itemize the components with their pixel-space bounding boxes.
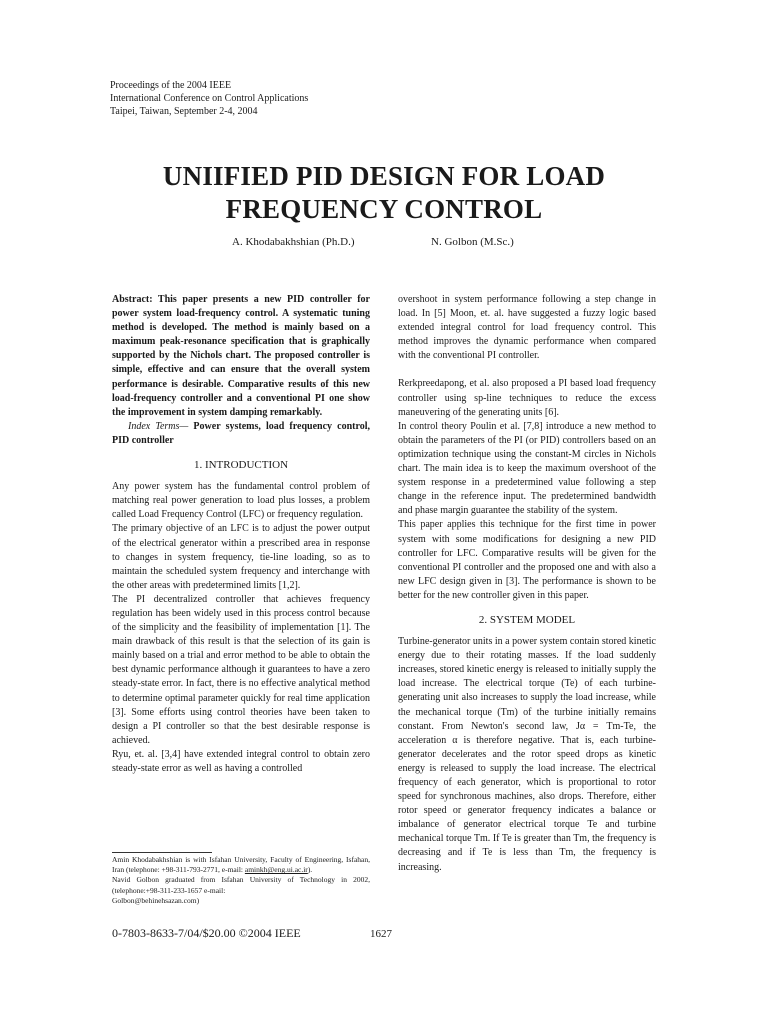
paper-title bbox=[100, 160, 668, 226]
intro-paragraph-1: Any power system has the fundamental control problem of matching real power generation to load plus losses, a problem called Load Frequency Control (LFC) or frequency regulation. bbox=[112, 481, 370, 521]
author-2: N. Golbon (M.Sc.) bbox=[431, 236, 514, 248]
proceedings-line-1: Proceedings of the 2004 IEEE bbox=[110, 80, 232, 91]
intro-paragraph-4: Ryu, et. al. [3,4] have extended integral control to obtain zero steady-state error as well as having a controlled bbox=[112, 748, 370, 774]
system-model-paragraph: Turbine-generator units in a power system contain stored kinetic energy due to their rotating masses. If the load suddenly increases, stored kinetic energy is released to initially supply the load increase. The electrical torque (Te) of each turbine-generating unit also increases to supply the load increase, while the mechanical torque (Tm) of the turbine initially remains constant. From Newton's second law, Jα = Tm-Te, the acceleration α is therefore negative. That is, each turbine-generator decelerates and the rotor speed drops as kinetic energy is released to supply the load increase. The electrical frequency of each generator, which is proportional to rotor speed for synchronous machines, also drops. Therefore, either rotor speed or generator frequency indicates a balance or imbalance of generator electrical torque Te and turbine mechanical torque Tm. If Te is greater than Tm, the frequency is decreasing and if Te is less than Tm, the frequency is increasing. bbox=[398, 636, 656, 873]
author-1: A. Khodabakhshian (Ph.D.) bbox=[232, 236, 355, 248]
proceedings-line-3: Taipei, Taiwan, September 2-4, 2004 bbox=[110, 106, 258, 117]
right-paragraph-2: Rerkpreedapong, et al. also proposed a PI based load frequency controller using sp-line techniques to reduce the excess maneuvering of the generating units [6]. bbox=[398, 378, 656, 418]
footnote-rule bbox=[112, 852, 212, 853]
index-terms bbox=[112, 420, 370, 448]
right-column bbox=[398, 293, 656, 875]
proceedings-line-2: International Conference on Control Applications bbox=[110, 93, 309, 104]
paper-title-line-2: FREQUENCY CONTROL bbox=[225, 194, 543, 224]
index-terms-text: Power systems, load frequency control, PID controller bbox=[112, 420, 371, 446]
section-heading-system-model: 2. SYSTEM MODEL bbox=[478, 613, 576, 626]
page-number: 1627 bbox=[370, 928, 392, 940]
footnote-author-2-text: Navid Golbon graduated from Isfahan University of Technology in 2002, (telephone:+98-311-233-1657 e-mail: bbox=[112, 875, 370, 895]
right-paragraph-4: This paper applies this technique for the first time in power system with some modifications for designing a new PID controller for LFC. Comparative results will be given for the conventional PI controller and the proposed one and with also a new LFC design given in [3]. The performance is shown to be better for the new controller given in this paper. bbox=[398, 519, 656, 601]
footnote-author-2 bbox=[112, 875, 370, 906]
left-column bbox=[112, 293, 370, 776]
section-heading-introduction: 1. INTRODUCTION bbox=[193, 459, 289, 472]
intro-paragraph-2: The primary objective of an LFC is to adjust the power output of the electrical generator within a prescribed area in response to changes in system frequency, tie-line loading, so as to maintain the scheduled system frequency and interchange with the other areas with predetermined limits [1,2]. bbox=[112, 523, 370, 591]
paragraph-gap bbox=[398, 363, 656, 377]
footnote-author-1-text: Amin Khodabakhshian is with Isfahan University, Faculty of Engineering, Isfahan, Iran (telephone: +98-311-793-2771, e-mail: bbox=[112, 855, 370, 875]
footnote-author-2-email[interactable]: Golbon@behinehsazan.com) bbox=[112, 895, 200, 905]
abstract: Abstract: This paper presents a new PID controller for power system load-frequency control. A systematic tuning method is developed. The method is mainly based on a maximum peak-resonance specification that is graphically supported by the Nichols chart. The proposed controller is simple, effective and can ensure that the overall system performance is desirable. Comparative results of this new load-frequency controller and a conventional PI one show the improvement in system damping remarkably. bbox=[112, 294, 370, 418]
intro-paragraph-3: The PI decentralized controller that achieves frequency regulation has been widely used in this process control because of the simplicity and the feasibility of implementation [1]. The main drawback of this result is that the selection of its gain is mainly based on a trial and error method to be able to obtain the best dynamic performance although it guarantees to have a zero steady-state error. In fact, there is no effective analytical method to determine optimal parameter quickly for real time application [3]. Some efforts using control theories have been taken to design a PI controller so that the best desirable response is achieved. bbox=[112, 593, 370, 746]
footnote-author-1-email[interactable]: aminkh@eng.ui.ac.ir bbox=[244, 865, 308, 875]
footnote-author-1 bbox=[112, 855, 370, 875]
paper-title-line-1: UNIIFIED PID DESIGN FOR LOAD bbox=[162, 161, 606, 191]
right-paragraph-3: In control theory Poulin et al. [7,8] introduce a new method to obtain the parameters of the PI (or PID) controllers based on an optimization technique using the constant-M circles in Nichols chart. The main idea is to keep the maximum overshoot of the system response in a predetermined value following a step change in the reference input. The predetermined bandwidth and phase margin guarantee the stability of the system. bbox=[398, 420, 656, 517]
right-paragraph-1: overshoot in system performance following a step change in load. In [5] Moon, et. al. have suggested a fuzzy logic based extended integral control for load frequency control. This method improves the dynamic performance when compared with the conventional PI controller. bbox=[398, 294, 656, 362]
proceedings-header bbox=[110, 79, 308, 118]
isbn-copyright: 0-7803-8633-7/04/$20.00 ©2004 IEEE bbox=[112, 926, 301, 940]
footnote-author-1-end: ). bbox=[307, 865, 313, 875]
index-terms-label: Index Terms— bbox=[128, 420, 189, 432]
footnote bbox=[112, 855, 370, 906]
